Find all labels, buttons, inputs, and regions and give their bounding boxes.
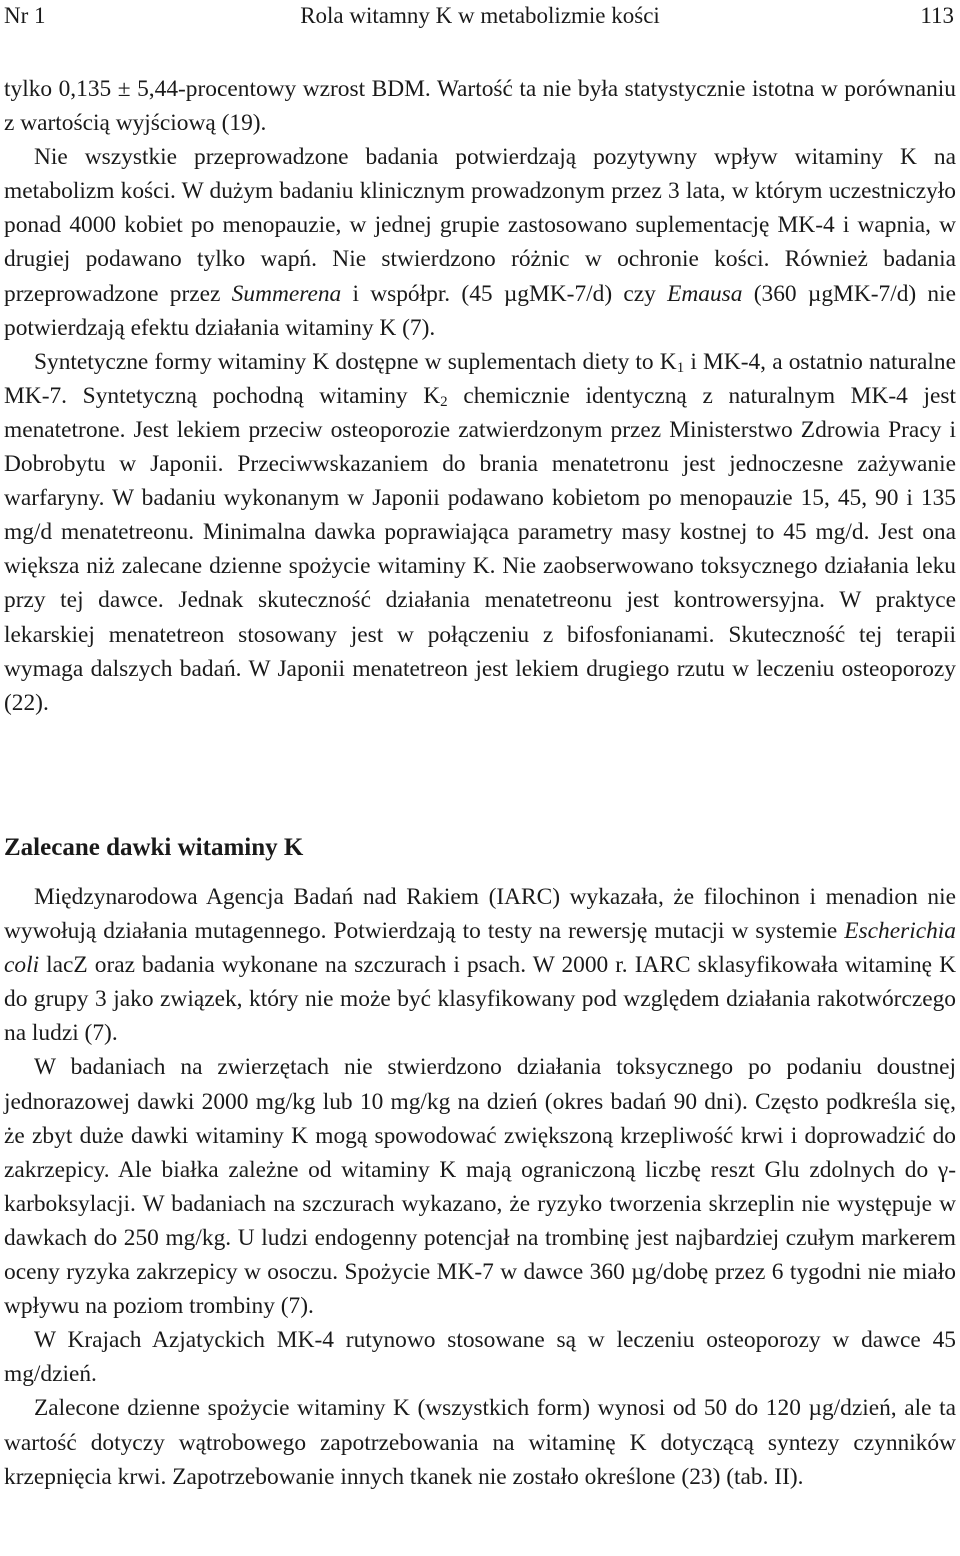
paragraph-studies: Nie wszystkie przeprowadzone badania potwierdzają pozytywny wpływ witaminy K na metabolizm kości. W dużym badaniu klinicznym prowadzonym przez 3 lata, w którym uczestniczyło ponad 4000 kobiet po menopauzie, w jednej grupie zastosowano suplementację MK-4 i wapnia, w drugiej podawano tylko wapń. Nie stwierdzono różnic w ochronie kości. Również badania przeprowadzone przez Summerena i współpr. (45 µgMK-7/d) czy Emausa (360 µgMK-7/d) nie potwierdzają efektu działania witaminy K (7).: [4, 144, 956, 341]
section-heading: Zalecane dawki witaminy K: [4, 834, 304, 861]
paragraph-iarc: Międzynarodowa Agencja Badań nad Rakiem (IARC) wykazała, że filochinon i menadion nie wywołują działania mutagennego. Potwierdzają to testy na rewersję mutacji w systemie Escherichia coli lacZ oraz badania wykonane na szczurach i psach. W 2000 r. IARC sklasyfikowała witaminę K do grupy 3 jako związek, który nie może być klasyfikowany pod względem działania rakotwórczego na ludzi (7).: [4, 884, 956, 1047]
paragraph-asian-countries: W Krajach Azjatyckich MK-4 rutynowo stosowane są w leczeniu osteoporozy w dawce 45 mg/dzień.: [4, 1327, 956, 1388]
author-name-italic: Emausa: [667, 280, 743, 307]
running-header: [0, 0, 960, 34]
article-body-bottom: [4, 880, 956, 1494]
page-number: 113: [920, 3, 954, 28]
paragraph-recommended-intake: Zalecone dzienne spożycie witaminy K (wszystkich form) wynosi od 50 do 120 µg/dzień, ale ta wartość dotyczy wątrobowego zapotrzebowania na witaminę K dotyczącą syntezy czynników krzepnięcia krwi. Zapotrzebowanie innych tkanek nie zostało określone (23) (tab. II).: [4, 1395, 956, 1490]
paragraph-continuation: tylko 0,135 ± 5,44-procentowy wzrost BDM. Wartość ta nie była statystycznie istotna w porównaniu z wartością wyjściową (19).: [4, 76, 956, 137]
author-name-italic: Summerena: [231, 280, 342, 307]
paragraph-animal-studies: W badaniach na zwierzętach nie stwierdzono działania toksycznego po podaniu doustnej jednorazowej dawki 2000 mg/kg lub 10 mg/kg na dzień (okres badań 90 dni). Często podkreśla się, że zbyt duże dawki witaminy K mogą spowodować zwiększoną krzepliwość krwi i doprowadzić do zakrzepicy. Ale białka zależne od witaminy K mają ograniczoną liczbę reszt Glu zdolnych do γ-karboksylacji. W badaniach na szczurach wykazano, że ryzyko tworzenia skrzeplin nie występuje w dawkach do 250 mg/kg. U ludzi endogenny potencjał na trombinę jest najbardziej czułym markerem oceny ryzyka zakrzepicy w osoczu. Spożycie MK-7 w dawce 360 µg/dobę przez 6 tygodni nie miało wpływu na poziom trombiny (7).: [4, 1054, 956, 1320]
subscript: 2: [440, 393, 448, 410]
species-name-italic: Escherichia coli: [4, 918, 956, 979]
article-body-top: [4, 72, 956, 720]
paragraph-synthetic-forms: Syntetyczne formy witaminy K dostępne w suplementach diety to $K_1$ i MK-4, a ostatnio naturalne MK-7. Syntetyczną pochodną witaminy $K_2$ chemicznie identyczną z naturalnym MK-4 jest menatetrone. Jest lekiem przeciw osteoporozie zatwierdzonym przez Ministerstwo Zdrowia Pracy i Dobrobytu w Japonii. Przeciwwskazaniem do brania menatetronu jest jednoczesne zażywanie warfaryny. W badaniu wykonanym w Japonii podawano kobietom po menopauzie 15, 45, 90 i 135 mg/d menatetreonu. Minimalna dawka poprawiająca parametry masy kostnej to 45 mg/d. Jest ona większa niż zalecane dzienne spożycie witaminy K. Nie zaobserwowano toksycznego działania leku przy tej dawce. Jednak skuteczność działania menatetreonu jest kontrowersyjna. W praktyce lekarskiej menatetreon stosowany jest w połączeniu z bifosfonianami. Skuteczność tej terapii wymaga dalszych badań. W Japonii menatetreon jest lekiem drugiego rzutu w leczeniu osteoporozy (22).: [4, 348, 956, 716]
running-title: Rola witamny K w metabolizmie kości: [300, 3, 660, 28]
subscript: 1: [676, 359, 685, 376]
journal-issue-number: Nr 1: [4, 3, 46, 28]
